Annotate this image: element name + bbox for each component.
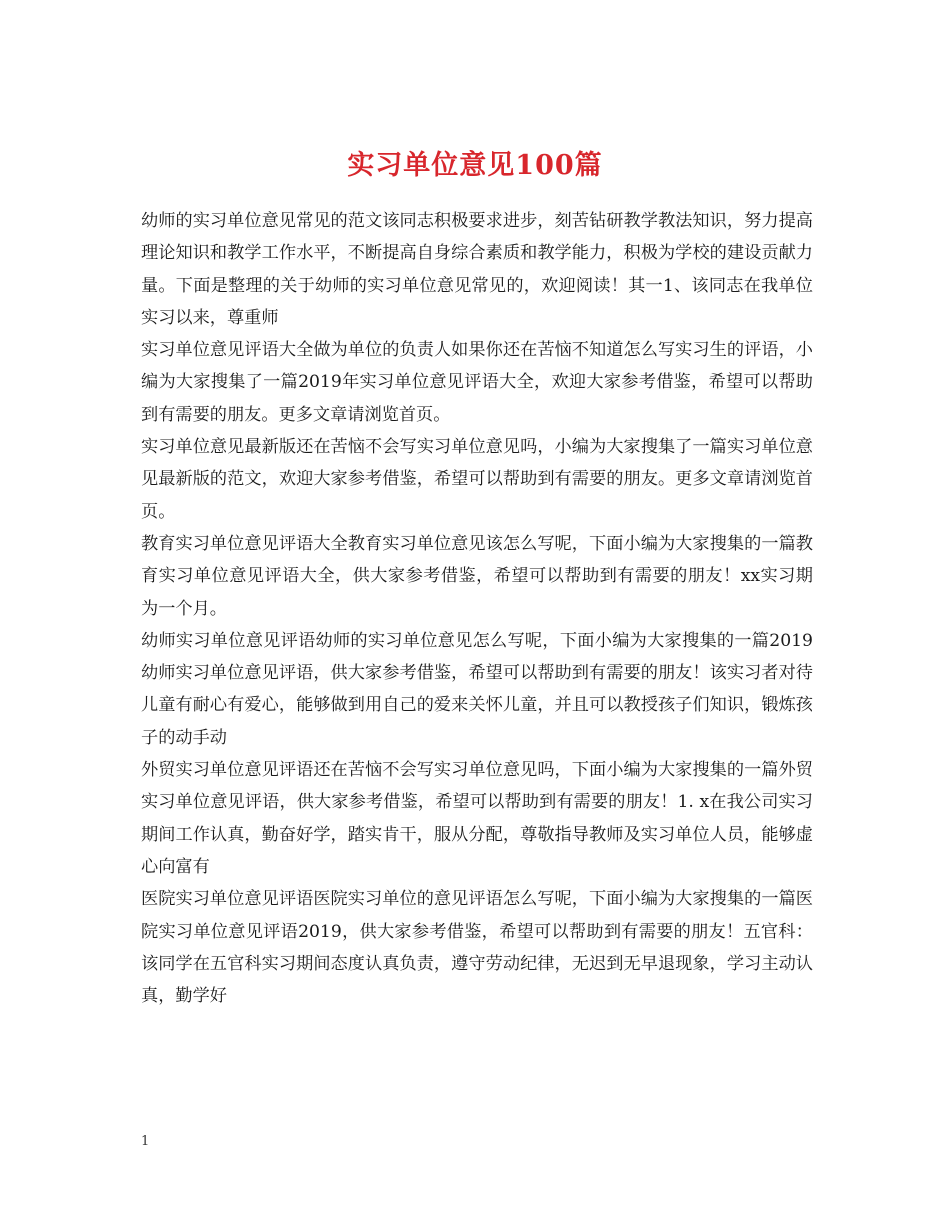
- document-title: 实习单位意见100篇: [347, 150, 603, 182]
- page-number: 1: [141, 1134, 150, 1149]
- paragraph: 幼师实习单位意见评语幼师的实习单位意见怎么写呢，下面小编为大家搜集的一篇2019幼师实习单位意见评语，供大家参考借鉴，希望可以帮助到有需要的朋友！该实习者对待儿童有耐心有爱心，能够做到用自己的爱来关怀儿童，并且可以教授孩子们知识，锻炼孩子的动手动: [141, 630, 813, 748]
- paragraph: 医院实习单位意见评语医院实习单位的意见评语怎么写呢，下面小编为大家搜集的一篇医院实习单位意见评语2019，供大家参考借鉴，希望可以帮助到有需要的朋友！五官科：该同学在五官科实习期间态度认真负责，遵守劳动纪律，无迟到无早退现象，学习主动认真，勤学好: [141, 889, 813, 1007]
- paragraph: 教育实习单位意见评语大全教育实习单位意见该怎么写呢，下面小编为大家搜集的一篇教育实习单位意见评语大全，供大家参考借鉴，希望可以帮助到有需要的朋友！xx实习期为一个月。: [141, 533, 813, 619]
- paragraph: 实习单位意见最新版还在苦恼不会写实习单位意见吗，小编为大家搜集了一篇实习单位意见最新版的范文，欢迎大家参考借鉴，希望可以帮助到有需要的朋友。更多文章请浏览首页。: [141, 437, 813, 522]
- paragraph: 幼师的实习单位意见常见的范文该同志积极要求进步，刻苦钻研教学教法知识，努力提高理论知识和教学工作水平，不断提高自身综合素质和教学能力，积极为学校的建设贡献力量。下面是整理的关于幼师的实习单位意见常见的，欢迎阅读！其一1、该同志在我单位实习以来，尊重师: [141, 211, 813, 328]
- paragraph: 实习单位意见评语大全做为单位的负责人如果你还在苦恼不知道怎么写实习生的评语，小编为大家搜集了一篇2019年实习单位意见评语大全，欢迎大家参考借鉴，希望可以帮助到有需要的朋友。更多文章请浏览首页。: [141, 340, 813, 425]
- paragraph: 外贸实习单位意见评语还在苦恼不会写实习单位意见吗，下面小编为大家搜集的一篇外贸实习单位意见评语，供大家参考借鉴，希望可以帮助到有需要的朋友！1. x在我公司实习期间工作认真，勤奋好学，踏实肯干，服从分配，尊敬指导教师及实习单位人员，能够虚心向富有: [141, 760, 813, 877]
- document-body: [141, 205, 813, 1012]
